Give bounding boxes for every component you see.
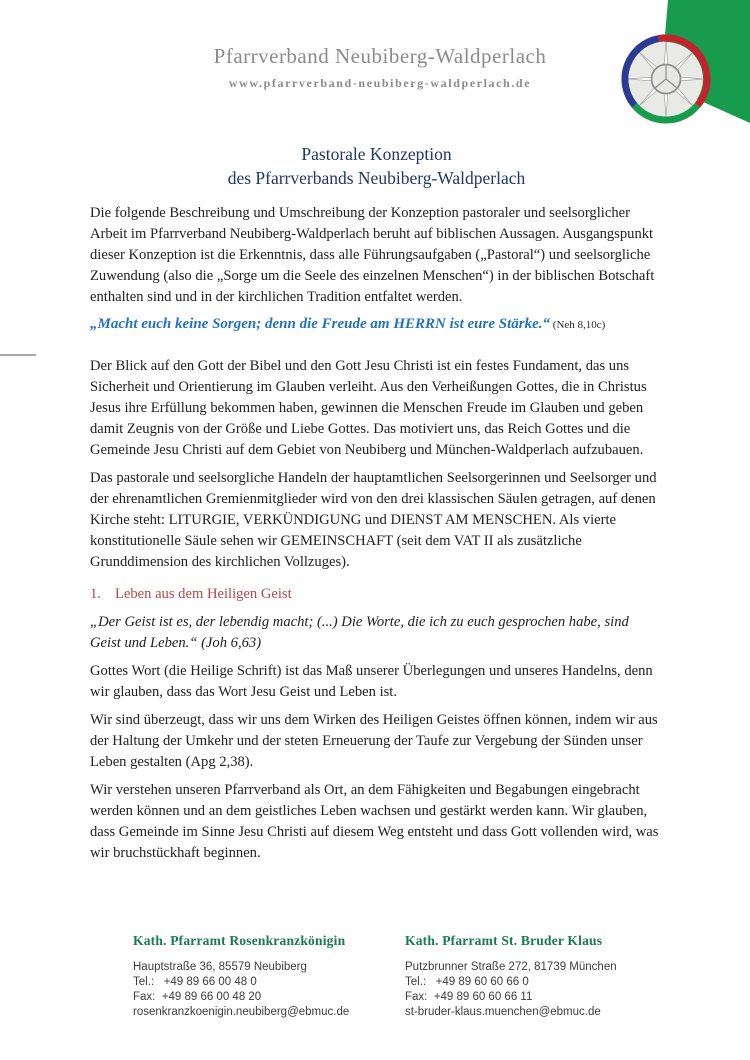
lead-quote — [90, 314, 663, 336]
parish-right-block — [405, 933, 617, 1020]
parish-right-address: Putzbrunner Straße 272, 81739 München — [405, 961, 617, 973]
org-website: www.pfarrverband-neubiberg-waldperlach.de — [228, 76, 532, 90]
lead-quote-reference: (Neh 8,10c) — [550, 319, 606, 331]
title-line-1: Pastorale Konzeption — [301, 144, 452, 164]
paragraph-saeulen: Das pastorale und seelsorgliche Handeln der hauptamtlichen Seelsorgerinnen und Seelsorger und der ehrenamtlichen Gremienmitglieder wird von den drei klassischen Säulen getragen, auf denen Kirche steht: LITURGIE, VERKÜNDIGUNG und DIENST AM MENSCHEN. Als vierte konstitutionelle Säule sehen wir GEMEINSCHAFT (seit dem VAT II als zusätzliche Grunddimension des kirchlichen Vollzuges). — [90, 470, 657, 570]
parish-right-email: st-bruder-klaus.muenchen@ebmuc.de — [405, 1006, 601, 1018]
section-1-paragraph: Gottes Wort (die Heilige Schrift) ist das Maß unserer Überlegungen und unseres Handelns, denn wir glauben, dass das Wort Jesu Geist und Leben ist. — [90, 663, 653, 700]
paragraph-fundament: Der Blick auf den Gott der Bibel und den Gott Jesu Christi ist ein festes Fundament, das uns Sicherheit und Orientierung im Glauben verleiht. Aus den Verheißungen Gottes, die in Christus Jesus ihre Erfüllung bekommen haben, gewinnen die Menschen Freude im Glauben und geben damit Zeugnis von der Größe und Liebe Gottes. Das motiviert uns, das Reich Gottes und die Gemeinde Jesu Christi auf dem Gebiet von Neubiberg und München-Waldperlach aufzubauen. — [90, 358, 647, 458]
parish-left-name: Kath. Pfarramt Rosenkranzkönigin — [133, 933, 346, 948]
parish-left-block — [133, 933, 405, 1020]
org-name: Pfarrverband Neubiberg-Waldperlach — [213, 44, 547, 68]
section-1-heading — [90, 584, 663, 605]
section-1-paragraph: Wir sind überzeugt, dass wir uns dem Wirken des Heiligen Geistes öffnen können, indem wir aus der Haltung der Umkehr und der steten Erneuerung der Taufe zur Vergebung der Sünden unser Leben gestalten (Apg 2,38). — [90, 712, 658, 770]
section-1-quote: „Der Geist ist es, der lebendig macht; (...) Die Worte, die ich zu euch gesprochen habe, sind Geist und Leben.“ (Joh 6,63) — [90, 614, 629, 651]
section-1-paragraph: Wir verstehen unseren Pfarrverband als Ort, an dem Fähigkeiten und Begabungen eingebracht werden können und an dem geistliches Leben wachsen und gestärkt werden kann. Wir glauben, dass Gemeinde im Sinne Jesu Christi auf diesem Weg entsteht und dass Gott vollenden wird, was wir bruchstückhaft beginnen. — [90, 782, 659, 861]
document-title — [90, 142, 663, 190]
parish-left-email: rosenkranzkoenigin.neubiberg@ebmuc.de — [133, 1006, 350, 1018]
fold-mark — [0, 354, 36, 356]
section-1-number: 1. — [90, 586, 101, 602]
document-body — [90, 140, 663, 864]
footer — [133, 933, 617, 1020]
parish-left-details — [133, 960, 405, 1020]
parish-logo — [621, 34, 711, 124]
title-line-2: des Pfarrverbands Neubiberg-Waldperlach — [227, 168, 526, 188]
parish-left-fax: Fax: +49 89 66 00 48 20 — [133, 991, 262, 1003]
parish-right-name: Kath. Pfarramt St. Bruder Klaus — [405, 933, 603, 948]
parish-left-address: Hauptstraße 36, 85579 Neubiberg — [133, 961, 307, 973]
section-1-heading-text: Leben aus dem Heiligen Geist — [114, 586, 292, 602]
parish-right-fax: Fax: +49 89 60 60 66 11 — [405, 991, 533, 1003]
parish-right-tel: Tel.: +49 89 60 60 66 0 — [405, 976, 529, 988]
letterhead — [150, 44, 610, 91]
intro-paragraph: Die folgende Beschreibung und Umschreibung der Konzeption pastoraler und seelsorglicher Arbeit im Pfarrverband Neubiberg-Waldperlach beruht auf biblischen Aussagen. Ausgangspunkt dieser Konzeption ist die Erkenntnis, dass alle Führungsaufgaben („Pastoral“) und seelsorgliche Zuwendung (also die „Sorge um die Seele des einzelnen Menschen“) in der biblischen Botschaft enthalten sind und in der kirchlichen Tradition entfaltet werden. — [90, 205, 655, 305]
lead-quote-text: „Macht euch keine Sorgen; denn die Freude am HERRN ist eure Stärke.“ — [90, 316, 551, 332]
parish-left-tel: Tel.: +49 89 66 00 48 0 — [133, 976, 257, 988]
parish-right-details — [405, 960, 617, 1020]
